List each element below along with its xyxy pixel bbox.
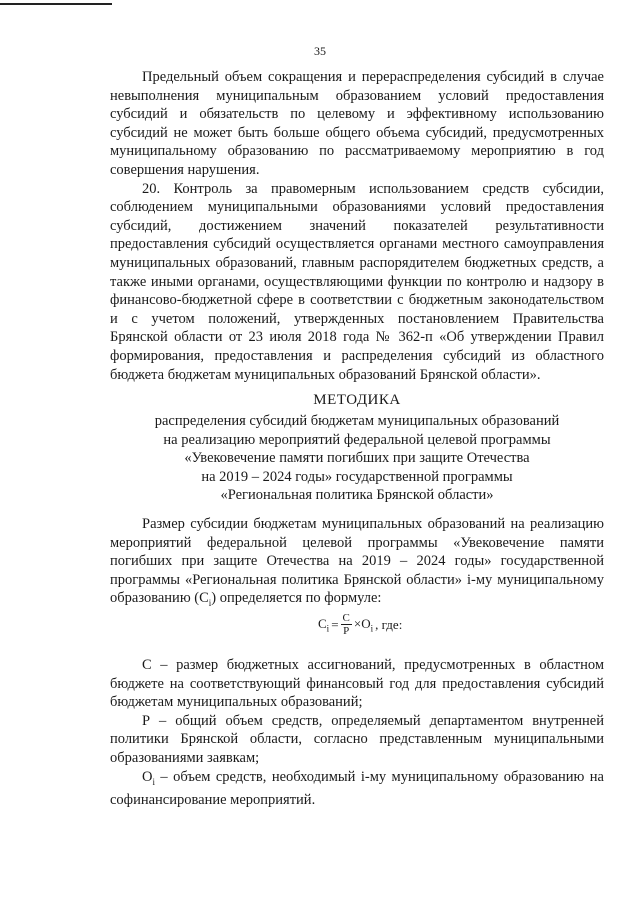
definition-p: Р – общий объем средств, определяемый департаментом внутренней политики Брянской области, согласно представленным муниципальными образованиями заявкам; — [110, 712, 604, 766]
formula-lhs: $C_i$ — [318, 615, 330, 634]
method-title: МЕТОДИКА — [313, 392, 401, 408]
definition-oi: $O_i$ – объем средств, необходимый i-му муниципальному образованию на софинансирование мероприятий. — [110, 768, 604, 809]
formula-equals: = — [331, 616, 339, 632]
body-text-top — [110, 68, 604, 384]
formula-tail: , где: — [375, 616, 403, 632]
formula-intro-text: Размер субсидии бюджетам муниципальных образований на реализацию мероприятий федеральной целевой программы «Увековечение памяти погибших при защите Отечества на 2019 – 2024 годы» государственной программы «Региональная политика Брянской области» i-му муниципальному образованию (C — [110, 516, 604, 607]
formula-numerator: C — [342, 612, 350, 624]
definitions — [110, 656, 604, 810]
subtitle-line: на реализацию мероприятий федеральной целевой программы — [163, 431, 551, 448]
paragraph-formula-intro — [110, 515, 604, 613]
paragraph-subsidy-reduction: Предельный объем сокращения и перераспределения субсидий в случае невыполнения муниципальным образованием условий предоставления субсидий и обязательств по целевому и эффективному использованию субсидий не может быть больше общего объема субсидий, предусмотренных муниципальному образованию по рассматриваемому мероприятию в год совершения нарушения. — [110, 69, 604, 178]
top-rule — [0, 3, 112, 5]
subtitle-line: распределения субсидий бюджетам муниципальных образований — [154, 413, 560, 429]
definition-c: С – размер бюджетных ассигнований, предусмотренных в областном бюджете на соответствующий финансовый год для предоставления субсидий бюджетам муниципальных образований; — [110, 657, 604, 711]
formula-denominator: P — [343, 625, 350, 637]
formula-fraction — [341, 612, 352, 637]
formula-times: $\times O_i$ — [353, 615, 374, 634]
formula-intro-tail: ) определяется по формуле: — [211, 590, 382, 607]
subtitle-line: на 2019 – 2024 годы» государственной программы — [201, 468, 513, 485]
formula-intro-sub: i — [208, 598, 212, 609]
formula — [318, 612, 402, 637]
subtitle-line: «Региональная политика Брянской области» — [220, 487, 494, 504]
formula-intro — [110, 515, 604, 613]
method-subtitle — [110, 412, 604, 505]
page-number: 35 — [314, 44, 326, 58]
paragraph-20-control: 20. Контроль за правомерным использованием средств субсидии, соблюдением муниципальными образованиями условий предоставления субсидий, достижением значений показателей результативности предоставления субсидий осуществляется органами местного самоуправления муниципальных образований, главным распорядителем бюджетных средств, а также иными органами, осуществляющими функции по контролю и надзору в финансово-бюджетной сфере в соответствии с бюджетным законодательством и с учетом положений, утвержденных постановлением Правительства Брянской области от 23 июля 2018 года № 362-п «Об утверждении Правил формирования, предоставления и распределения субсидий из областного бюджета бюджетам муниципальных образований Брянской области». — [110, 180, 604, 383]
subtitle-line: «Увековечение памяти погибших при защите Отечества — [184, 450, 530, 467]
